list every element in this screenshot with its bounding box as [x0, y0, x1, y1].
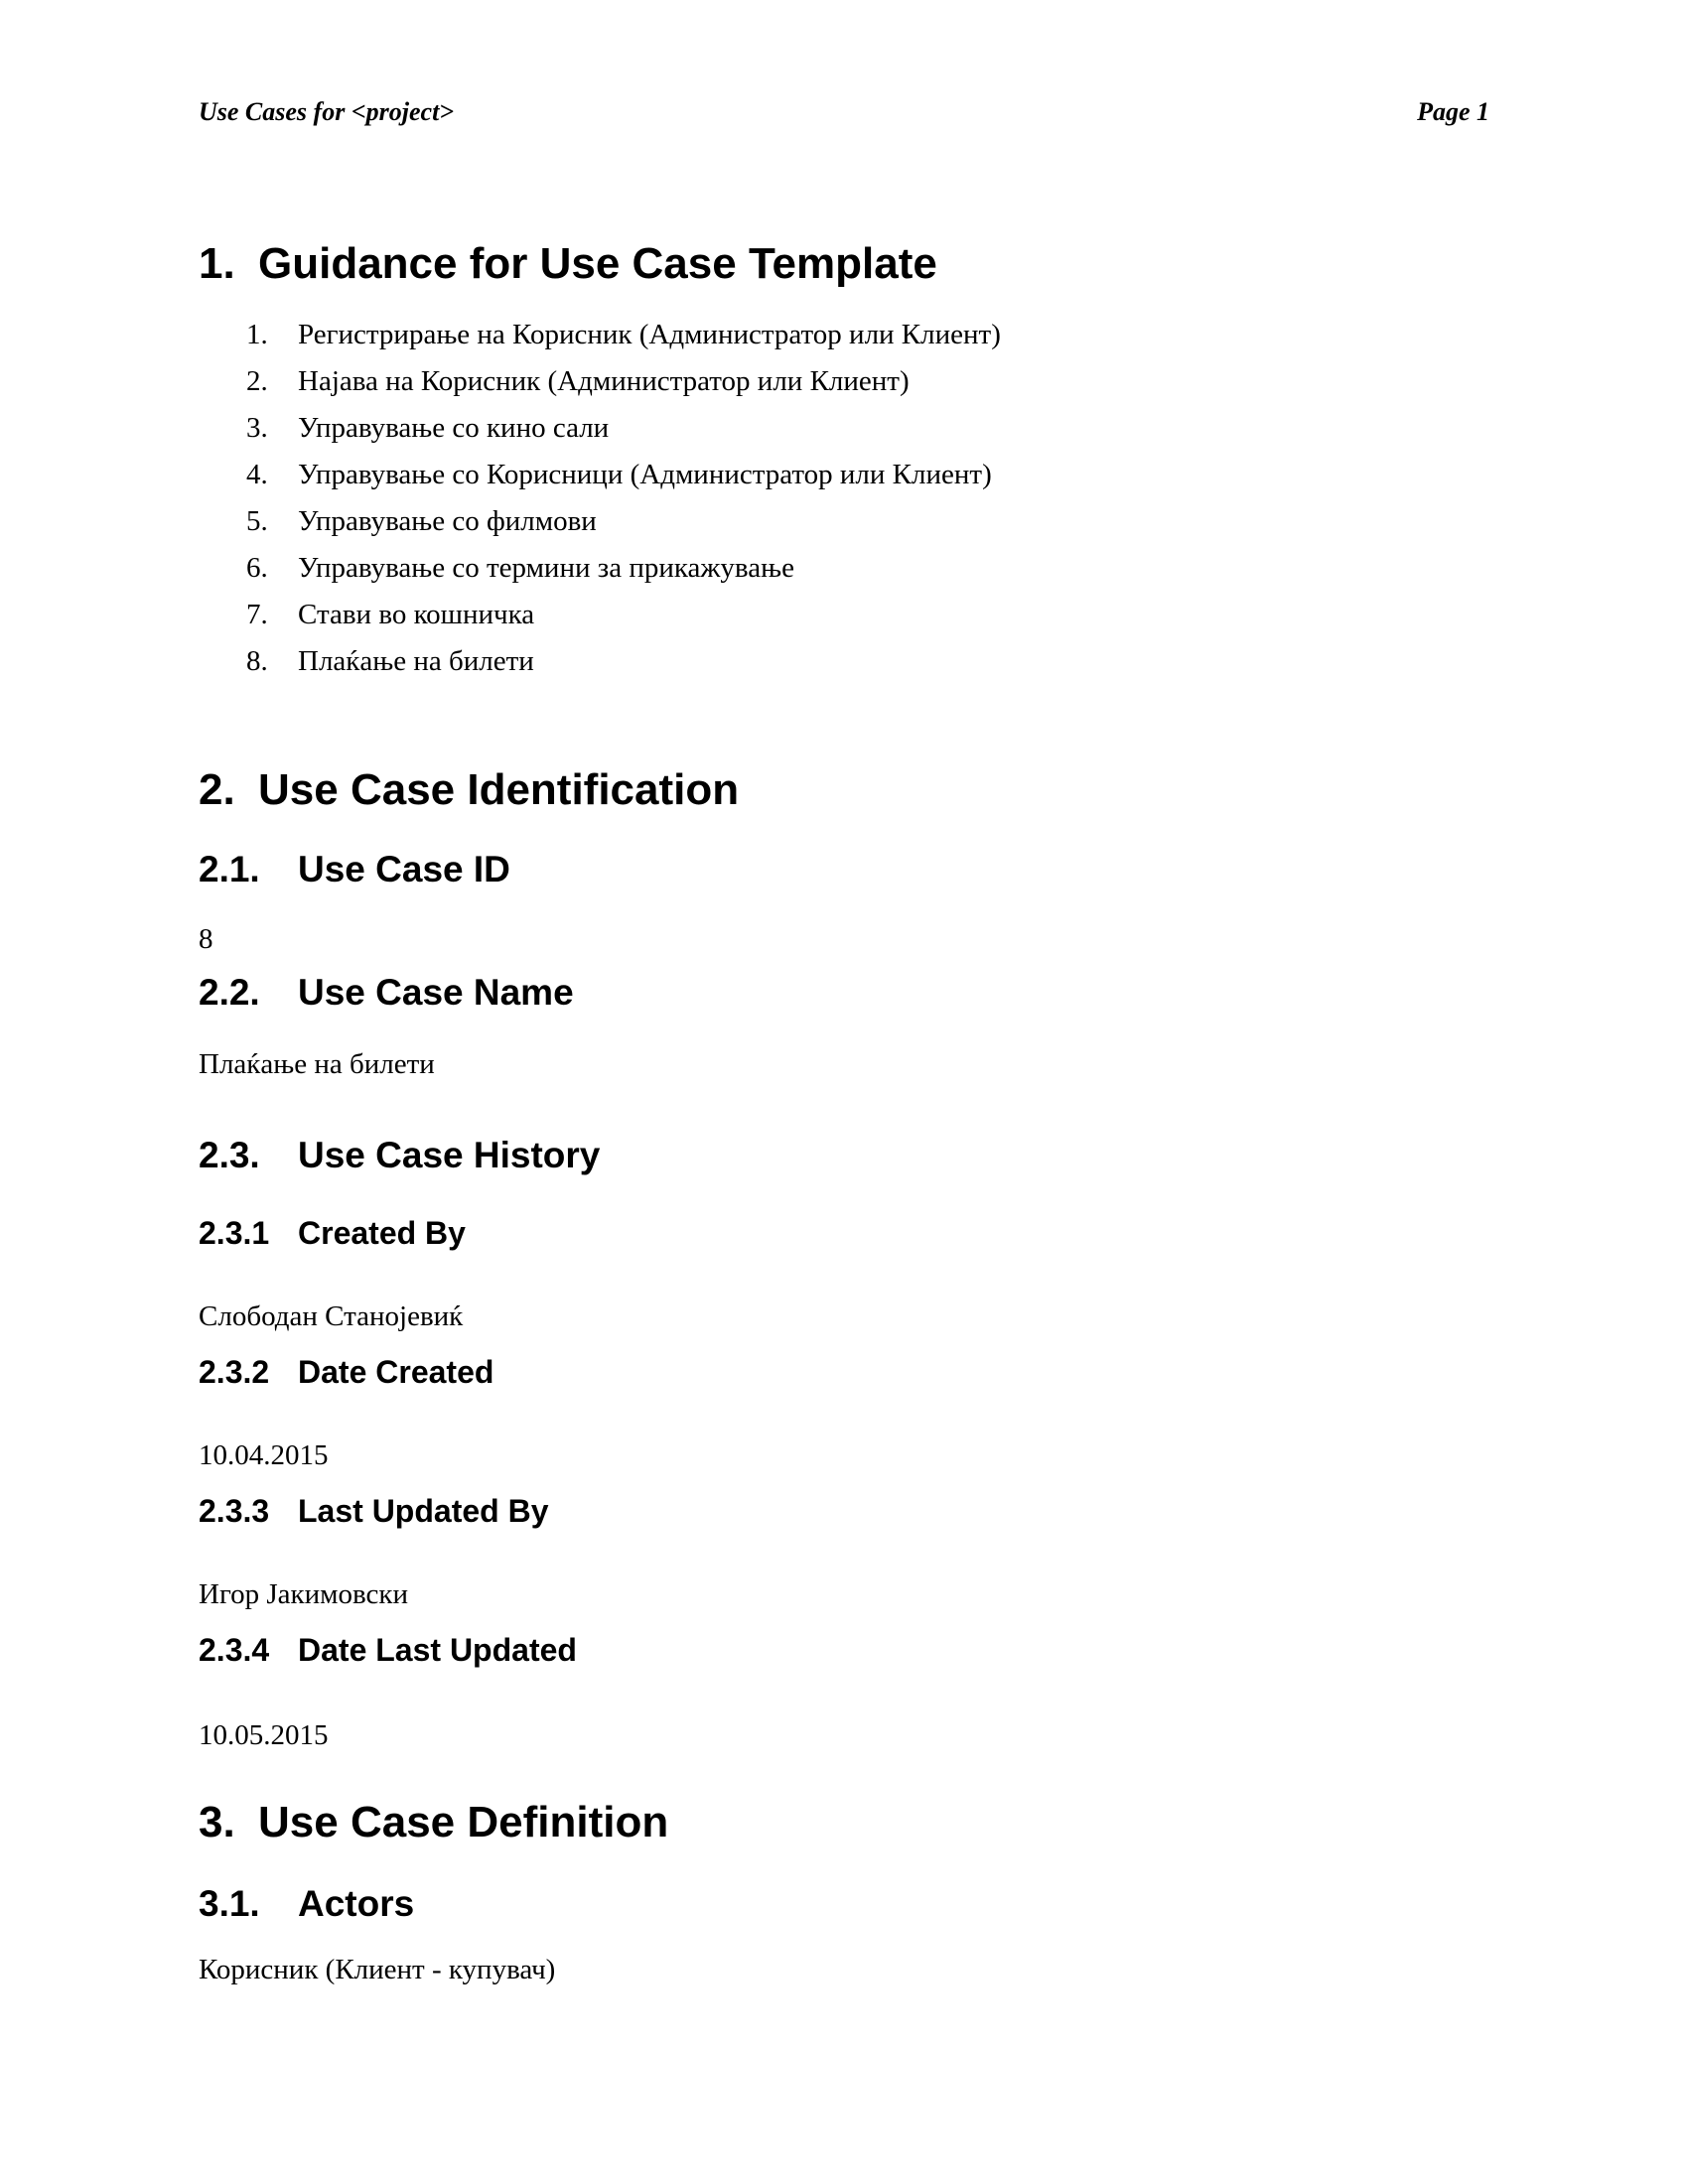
- subsection-heading: 3.1. Actors: [199, 1883, 415, 1924]
- section-heading: 3. Use Case Definition: [199, 1798, 669, 1846]
- actors-value: Корисник (Клиент - купувач): [199, 1954, 556, 1985]
- use-case-id-value: 8: [199, 923, 213, 955]
- created-by-value: Слободан Станојевиќ: [199, 1300, 464, 1332]
- section-title: Use Case Identification: [258, 765, 740, 814]
- list-item: 2. Најава на Корисник (Администратор или Клиент): [246, 365, 910, 397]
- subsubsection-heading: 2.3.2 Date Created: [199, 1354, 494, 1390]
- date-created-value: 10.04.2015: [199, 1439, 329, 1471]
- section-heading: 2. Use Case Identification: [199, 765, 740, 814]
- section-identification: [199, 764, 1489, 816]
- subsection-heading: 2.1. Use Case ID: [199, 849, 510, 889]
- subsection-actors: [199, 1882, 1489, 1926]
- list-item: 1. Регистрирање на Корисник (Администратор или Клиент): [246, 319, 1001, 350]
- header-page-number: Page 1: [1417, 97, 1489, 126]
- subsection-heading: 2.3. Use Case History: [199, 1135, 601, 1175]
- history-date-created: [199, 1352, 1489, 1392]
- list-item: 4. Управување со Корисници (Администратор или Клиент): [246, 459, 992, 490]
- use-case-name-value: Плаќање на билети: [199, 1048, 435, 1080]
- use-case-list: [199, 312, 1489, 685]
- list-item: 8. Плаќање на билети: [246, 645, 534, 677]
- list-item: 6. Управување со термини за прикажување: [246, 552, 794, 584]
- use-case-list-wrap: [199, 312, 1489, 685]
- section-heading: 1. Guidance for Use Case Template: [199, 239, 937, 288]
- list-item: 3. Управување со кино сали: [246, 412, 610, 444]
- section-guidance: [199, 238, 1489, 290]
- last-updated-by-value: Игор Јакимовски: [199, 1578, 408, 1610]
- subsubsection-heading: 2.3.1 Created By: [199, 1215, 466, 1251]
- subsubsection-heading: 2.3.3 Last Updated By: [199, 1493, 549, 1529]
- history-last-updated-by: [199, 1491, 1489, 1531]
- section-title: Use Case Definition: [258, 1798, 669, 1846]
- history-date-last-updated: [199, 1630, 1489, 1670]
- subsection-use-case-id: [199, 848, 1489, 891]
- subsection-use-case-history: [199, 1134, 1489, 1177]
- history-created-by: [199, 1213, 1489, 1253]
- subsection-heading: 2.2. Use Case Name: [199, 972, 574, 1013]
- section-title: Guidance for Use Case Template: [258, 239, 937, 288]
- section-definition: [199, 1797, 1489, 1848]
- date-last-updated-value: 10.05.2015: [199, 1719, 329, 1751]
- list-item: 5. Управување со филмови: [246, 505, 597, 537]
- header-document-title: Use Cases for <project>: [199, 97, 455, 126]
- subsection-use-case-name: [199, 971, 1489, 1015]
- subsubsection-heading: 2.3.4 Date Last Updated: [199, 1632, 577, 1668]
- list-item: 7. Стави во кошничка: [246, 599, 535, 630]
